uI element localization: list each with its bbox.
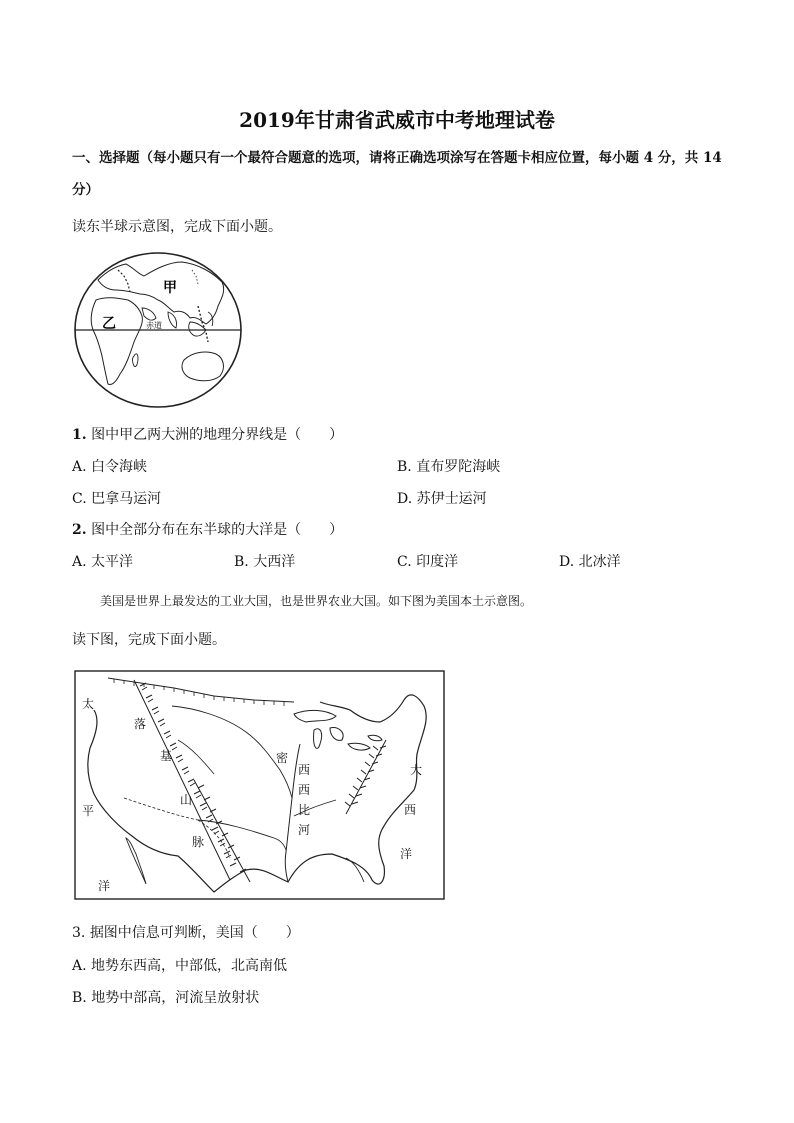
question-2-number: 2.: [72, 522, 87, 538]
map2-label-yang2: 洋: [400, 847, 413, 861]
map2-label-mai: 脉: [192, 835, 205, 849]
map2-label-mi: 密: [276, 751, 289, 765]
question-3: [72, 922, 300, 942]
q1-option-b[interactable]: B. 直布罗陀海峡: [397, 459, 501, 475]
intro-text-2: 读下图，完成下面小题。: [72, 632, 226, 648]
question-3-number: 3.: [72, 925, 86, 941]
map2-label-shan: 山: [180, 793, 193, 807]
q1-option-a[interactable]: A. 白令海峡: [72, 459, 148, 475]
passage-text: 美国是世界上最发达的工业大国，也是世界农业大国。如下图为美国本土示意图。: [100, 594, 533, 608]
q2-option-a[interactable]: A. 太平洋: [72, 554, 134, 570]
section-header-line1: 一、选择题（每小题只有一个最符合题意的选项，请将正确选项涂写在答题卡相应位置，每小题 4 分，共 14: [72, 150, 722, 166]
map2-label-xi2: 西: [298, 783, 311, 797]
question-2-stem: 图中全部分布在东半球的大洋是（ ）: [91, 522, 344, 538]
map1-label-yi: 乙: [102, 316, 116, 332]
q2-option-b[interactable]: B. 大西洋: [234, 554, 296, 570]
map2-label-bi: 比: [298, 803, 311, 817]
section-header-line2: 分）: [72, 182, 99, 198]
q1-option-d[interactable]: D. 苏伊士运河: [397, 491, 487, 507]
map2-label-da: 大: [410, 763, 423, 777]
map2-label-luo: 落: [134, 717, 147, 731]
map2-label-tai: 太: [82, 697, 95, 711]
intro-text-1: 读东半球示意图，完成下面小题。: [72, 219, 282, 235]
map1-label-jia: 甲: [163, 280, 177, 296]
question-2: [72, 519, 343, 539]
map2-label-he: 河: [298, 823, 311, 837]
map2-label-ji: 基: [160, 749, 173, 763]
map2-label-ping: 平: [82, 804, 95, 818]
eastern-hemisphere-map: [72, 250, 247, 410]
usa-map: [74, 670, 446, 902]
map2-label-xi1: 西: [298, 763, 311, 777]
map2-label-yang1: 洋: [98, 879, 111, 893]
question-1-stem: 图中甲乙两大洲的地理分界线是（ ）: [91, 427, 344, 443]
q2-option-d[interactable]: D. 北冰洋: [559, 554, 621, 570]
question-1-number: 1.: [72, 427, 87, 443]
q3-option-b[interactable]: B. 地势中部高，河流呈放射状: [72, 990, 260, 1006]
q3-option-a[interactable]: A. 地势东西高，中部低，北高南低: [72, 958, 288, 974]
map2-label-xi3: 西: [404, 803, 417, 817]
question-3-stem: 据图中信息可判断，美国（ ）: [89, 925, 300, 941]
q1-option-c[interactable]: C. 巴拿马运河: [72, 491, 162, 507]
q2-option-c[interactable]: C. 印度洋: [397, 554, 459, 570]
page-title: 2019年甘肃省武威市中考地理试卷: [239, 108, 555, 132]
map1-label-equator: 赤道: [146, 321, 162, 330]
question-1: [72, 424, 343, 444]
